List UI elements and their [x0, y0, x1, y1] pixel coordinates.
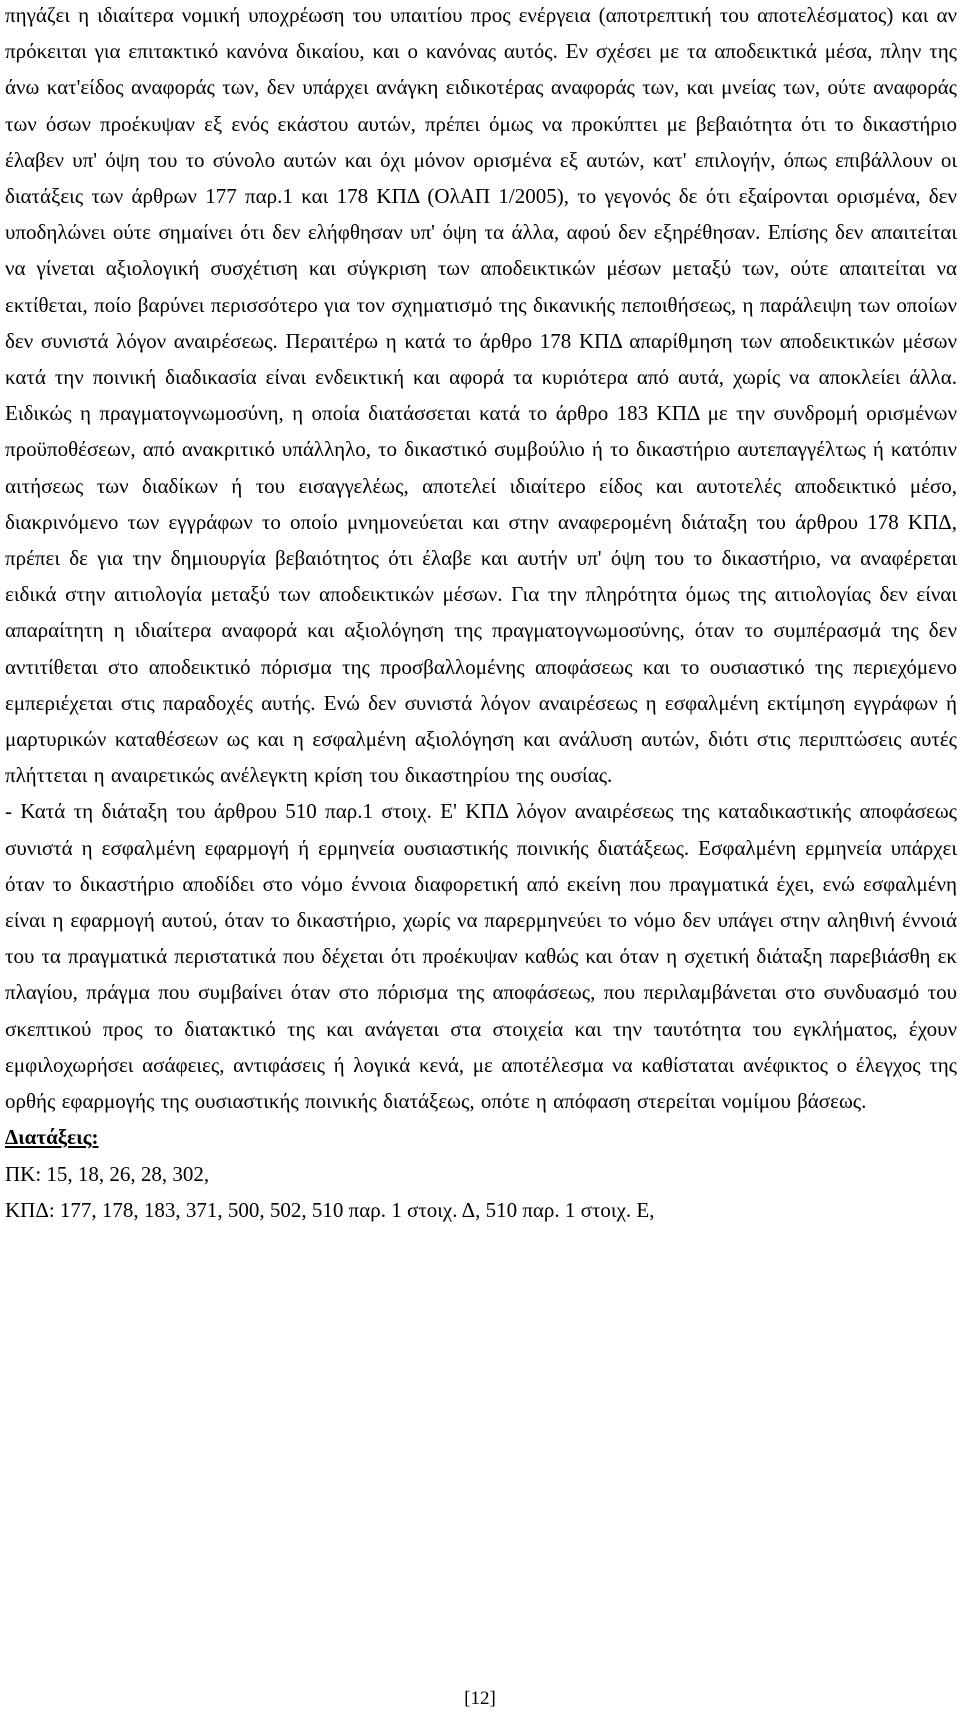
provisions-kpd: ΚΠΔ: 177, 178, 183, 371, 500, 502, 510 παρ. 1 στοιχ. Δ, 510 παρ. 1 στοιχ. Ε,	[5, 1197, 655, 1222]
provisions-heading: Διατάξεις:	[5, 1125, 99, 1150]
body-paragraph: - Κατά τη διάταξη του άρθρου 510 παρ.1 στοιχ. Ε' ΚΠΔ λόγον αναιρέσεως της καταδικαστικής αποφάσεως συνιστά η εσφαλμένη εφαρμογή ή ερμηνεία ουσιαστικής ποινικής διατάξεως. Εσφαλμένη ερμηνεία υπάρχει όταν το δικαστήριο αποδίδει στο νόμο έννοια διαφορετική από εκείνη που πραγματικά έχει, ενώ εσφαλμένη είναι η εφαρμογή αυτού, όταν το δικαστήριο, χωρίς να παρερμηνεύει το νόμο δεν υπάγει στην αληθινή έννοιά του τα πραγματικά περιστατικά που δέχεται ότι προέκυψαν καθώς και όταν η σχετική διάταξη παρεβιάσθη εκ πλαγίου, πράγμα που συμβαίνει όταν στο πόρισμα της αποφάσεως, που περιλαμβάνεται στο συνδυασμό του σκεπτικού προς το διατακτικό της και ανάγεται στα στοιχεία και την ταυτότητα του εγκλήματος, έχουν εμφιλοχωρήσει ασάφειες, αντιφάσεις ή λογικά κενά, με αποτέλεσμα να καθίσταται ανέφικτος ο έλεγχος της ορθής εφαρμογής της ουσιαστικής ποινικής διατάξεως, οπότε η απόφαση στερείται νομίμου βάσεως.	[5, 799, 957, 1114]
provisions-pk: ΠΚ: 15, 18, 26, 28, 302,	[5, 1161, 210, 1186]
page-number: [12]	[464, 1688, 496, 1709]
document-page	[5, 0, 957, 1228]
body-paragraph: πηγάζει η ιδιαίτερα νομική υποχρέωση του υπαιτίου προς ενέργεια (αποτρεπτική του αποτελέσματος) και αν πρόκειται για επιτακτικό κανόνα δικαίου, και ο κανόνας αυτός. Εν σχέσει με τα αποδεικτικά μέσα, πλην της άνω κατ'είδος αναφοράς των, δεν υπάρχει ανάγκη ειδικοτέρας αναφοράς των, και μνείας των, ούτε αναφοράς των όσων προέκυψαν εξ ενός εκάστου αυτών, πρέπει όμως να προκύπτει με βεβαιότητα ότι το δικαστήριο έλαβεν υπ' όψη του το σύνολο αυτών και όχι μόνον ορισμένα εξ αυτών, κατ' επιλογήν, όπως επιβάλλουν οι διατάξεις των άρθρων 177 παρ.1 και 178 ΚΠΔ (ΟλΑΠ 1/2005), το γεγονός δε ότι εξαίρονται ορισμένα, δεν υποδηλώνει ούτε σημαίνει ότι δεν ελήφθησαν υπ' όψη τα άλλα, αφού δεν εξηρέθησαν. Επίσης δεν απαιτείται να γίνεται αξιολογική συσχέτιση και σύγκριση των αποδεικτικών μέσων μεταξύ των, ούτε απαιτείται να εκτίθεται, ποίο βαρύνει περισσότερο για τον σχηματισμό της δικανικής πεποιθήσεως, η παράλειψη των οποίων δεν συνιστά λόγον αναιρέσεως. Περαιτέρω η κατά το άρθρο 178 ΚΠΔ απαρίθμηση των αποδεικτικών μέσων κατά την ποινική διαδικασία είναι ενδεικτική και αφορά τα κυριότερα από αυτά, χωρίς να αποκλείει άλλα. Ειδικώς η πραγματογνωμοσύνη, η οποία διατάσσεται κατά το άρθρο 183 ΚΠΔ με την συνδρομή ορισμένων προϋποθέσεων, από ανακριτικό υπάλληλο, το δικαστικό συμβούλιο ή το δικαστήριο αυτεπαγγέλτως ή κατόπιν αιτήσεως των διαδίκων ή του εισαγγελέως, αποτελεί ιδιαίτερο είδος και αυτοτελές αποδεικτικό μέσο, διακρινόμενο των εγγράφων το οποίο μνημονεύεται και στην αναφερομένη διάταξη του άρθρου 178 ΚΠΔ, πρέπει δε για την δημιουργία βεβαιότητος ότι έλαβε και αυτήν υπ' όψη του το δικαστήριο, να αναφέρεται ειδικά στην αιτιολογία μεταξύ των αποδεικτικών μέσων. Για την πληρότητα όμως της αιτιολογίας δεν είναι απαραίτητη η ιδιαίτερα αναφορά και αξιολόγηση της πραγματογνωμοσύνης, όταν το συμπέρασμά της δεν αντιτίθεται στο αποδεικτικό πόρισμα της προσβαλλομένης αποφάσεως και το ουσιαστικό της περιεχόμενο εμπεριέχεται στις παραδοχές αυτής. Ενώ δεν συνιστά λόγον αναιρέσεως η εσφαλμένη εκτίμηση εγγράφων ή μαρτυρικών καταθέσεων ως και η εσφαλμένη αξιολόγηση και ανάλυση αυτών, διότι στις περιπτώσεις αυτές πλήττεται η αναιρετικώς ανέλεγκτη κρίση του δικαστηρίου της ουσίας.	[5, 3, 957, 788]
